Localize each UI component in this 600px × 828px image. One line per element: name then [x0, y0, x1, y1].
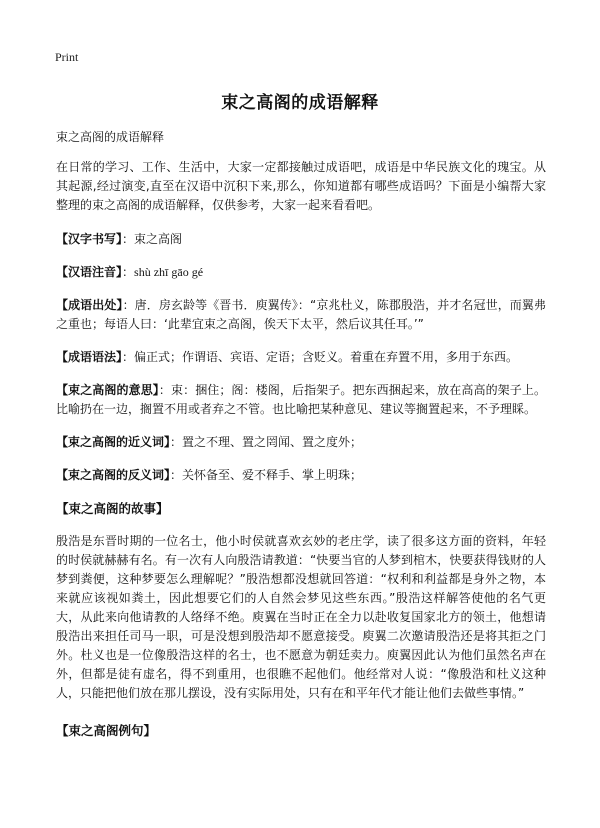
- page-title: 束之高阁的成语解释: [221, 93, 379, 113]
- meaning-value: 束：捆住；阁：楼阁，后指架子。把东西捆起来，放在高高的架子上。比喻扔在一边，搁置不用或者弃之不管。也比喻把某种意见、建议等搁置起来，不予理睬。: [56, 383, 546, 416]
- meaning-label: 【束之高阁的意思】: [56, 383, 159, 397]
- origin-label: 【成语出处】: [56, 298, 123, 312]
- origin-sep: ：: [122, 298, 135, 312]
- antonyms-sep: ：: [170, 468, 183, 482]
- synonyms-value: 置之不理、置之罔闻、置之度外；: [182, 435, 363, 449]
- example-heading: 【束之高阁例句】: [56, 723, 157, 738]
- antonyms-value: 关怀备至、爱不释手、掌上明珠；: [182, 468, 363, 482]
- subtitle: 束之高阁的成语解释: [56, 130, 165, 144]
- synonyms-label: 【束之高阁的近义词】: [56, 435, 171, 449]
- origin-entry: [56, 296, 546, 334]
- writing-sep: ：: [122, 232, 135, 246]
- story-heading: 【束之高阁的故事】: [56, 501, 169, 516]
- writing-label: 【汉字书写】: [56, 232, 123, 246]
- pinyin-sep: ：: [122, 265, 135, 279]
- antonyms-entry: [56, 466, 546, 485]
- grammar-entry: [56, 348, 546, 367]
- pinyin-entry: [56, 263, 546, 282]
- pinyin-label: 【汉语注音】: [56, 265, 123, 279]
- story-paragraph: 殷浩是东晋时期的一位名士，他小时侯就喜欢玄妙的老庄学，读了很多这方面的资料，年轻的时侯就赫赫有名。有一次有人向殷浩请教道：“快要当官的人梦到棺木，快要获得钱财的人梦到粪便，这种梦要怎么理解呢？”殷浩想都没想就回答道：“权利和利益都是身外之物，本来就应该视如粪土，因此想要它们的人自然会梦见这些东西。”殷浩这样解答使他的名气更大，从此来向他请教的人络绎不绝。庾翼在当时正在全力以赴收复国家北方的领土，他想请殷浩出来担任司马一职，可是没想到殷浩却不愿意接受。庾翼二次邀请殷浩还是将其拒之门外。杜义也是一位像殷浩这样的名士，也不愿意为朝廷卖力。庾翼因此认为他们虽然名声在外，但都是徒有虚名，得不到重用，也很瞧不起他们。他经常对人说：“像殷浩和杜义这种人，只能把他们放在那儿摆设，没有实际用处，只有在和平年代才能让他们去做些事情。”: [56, 534, 546, 700]
- print-link[interactable]: Print: [55, 50, 79, 64]
- grammar-sep: ：: [122, 350, 135, 364]
- grammar-value: 偏正式；作谓语、宾语、定语；含贬义。着重在弃置不用，多用于东西。: [134, 350, 519, 364]
- writing-value: 束之高阁: [134, 232, 183, 246]
- synonyms-sep: ：: [170, 435, 183, 449]
- writing-entry: [56, 230, 546, 249]
- meaning-sep: ：: [158, 383, 171, 397]
- antonyms-label: 【束之高阁的反义词】: [56, 468, 171, 482]
- synonyms-entry: [56, 433, 546, 452]
- meaning-entry: [56, 381, 546, 419]
- intro-paragraph: 在日常的学习、工作、生活中，大家一定都接触过成语吧，成语是中华民族文化的瑰宝。从其起源,经过演变,直至在汉语中沉积下来,那么，你知道都有哪些成语吗？下面是小编帮大家整理的束之高阁的成语解释，仅供参考，大家一起来看看吧。: [56, 160, 546, 212]
- pinyin-value: shù zhī gāo gé: [134, 265, 204, 279]
- grammar-label: 【成语语法】: [56, 350, 123, 364]
- origin-value: 唐．房玄龄等《晋书．庾翼传》：“京兆杜义，陈郡殷浩，并才名冠世，而翼弗之重也；每语人曰：‘此辈宜束之高阁，俟天下太平，然后议其任耳。’”: [56, 298, 546, 331]
